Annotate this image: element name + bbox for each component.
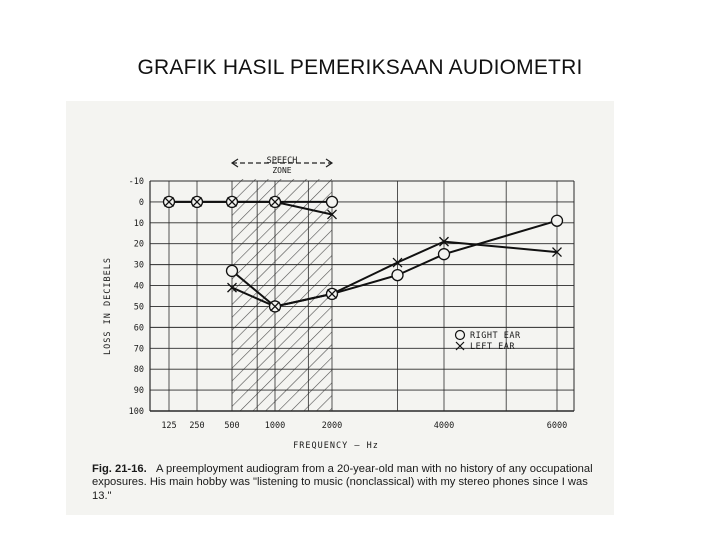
x-tick-label: 6000 xyxy=(546,421,568,431)
slide-title: GRAFIK HASIL PEMERIKSAAN AUDIOMETRI xyxy=(137,56,583,79)
y-tick-label: 60 xyxy=(133,323,144,334)
y-tick-label: 30 xyxy=(133,260,144,271)
right-ear-point xyxy=(227,265,238,276)
audiogram-chart xyxy=(66,101,614,451)
caption-label: Fig. 21-16. xyxy=(92,463,147,475)
right-ear-point xyxy=(392,270,403,281)
y-tick-label: 90 xyxy=(133,386,144,397)
x-tick-label: 4000 xyxy=(433,421,455,431)
right-ear-point xyxy=(439,249,450,260)
speech-zone-label-line1: SPEECH xyxy=(266,156,298,166)
x-tick-label: 500 xyxy=(224,421,240,431)
legend-circle-icon xyxy=(456,331,465,340)
legend-cross-icon xyxy=(456,342,464,350)
y-tick-label: 100 xyxy=(128,407,144,417)
y-tick-label: 20 xyxy=(133,239,144,250)
speech-zone-label-line2: ZONE xyxy=(272,166,292,175)
figure-caption xyxy=(92,463,610,503)
right-ear-point xyxy=(552,215,563,226)
audiogram-figure xyxy=(66,101,614,515)
x-tick-label: 125 xyxy=(161,421,177,431)
y-tick-label: 40 xyxy=(133,281,144,292)
legend-entry-label: LEFT EAR xyxy=(470,342,515,352)
y-tick-label: 0 xyxy=(138,197,144,208)
x-axis-title: FREQUENCY — Hz xyxy=(293,441,379,451)
x-tick-label: 1000 xyxy=(264,421,286,431)
y-tick-label: -10 xyxy=(128,177,144,187)
x-tick-label: 250 xyxy=(189,421,205,431)
y-tick-label: 80 xyxy=(133,365,144,376)
legend-entry-label: RIGHT EAR xyxy=(470,331,521,341)
y-axis-title: LOSS IN DECIBELS xyxy=(103,257,113,355)
y-tick-label: 10 xyxy=(133,218,144,229)
y-tick-label: 70 xyxy=(133,344,144,355)
x-tick-label: 2000 xyxy=(321,421,343,431)
caption-text: A preemployment audiogram from a 20-year-old man with no history of any occupational exposures. His main hobby was "listening to music (nonclassical) with my stereo phones since I was 13." xyxy=(92,463,593,502)
right-ear-point xyxy=(327,196,338,207)
y-tick-label: 50 xyxy=(133,302,144,313)
